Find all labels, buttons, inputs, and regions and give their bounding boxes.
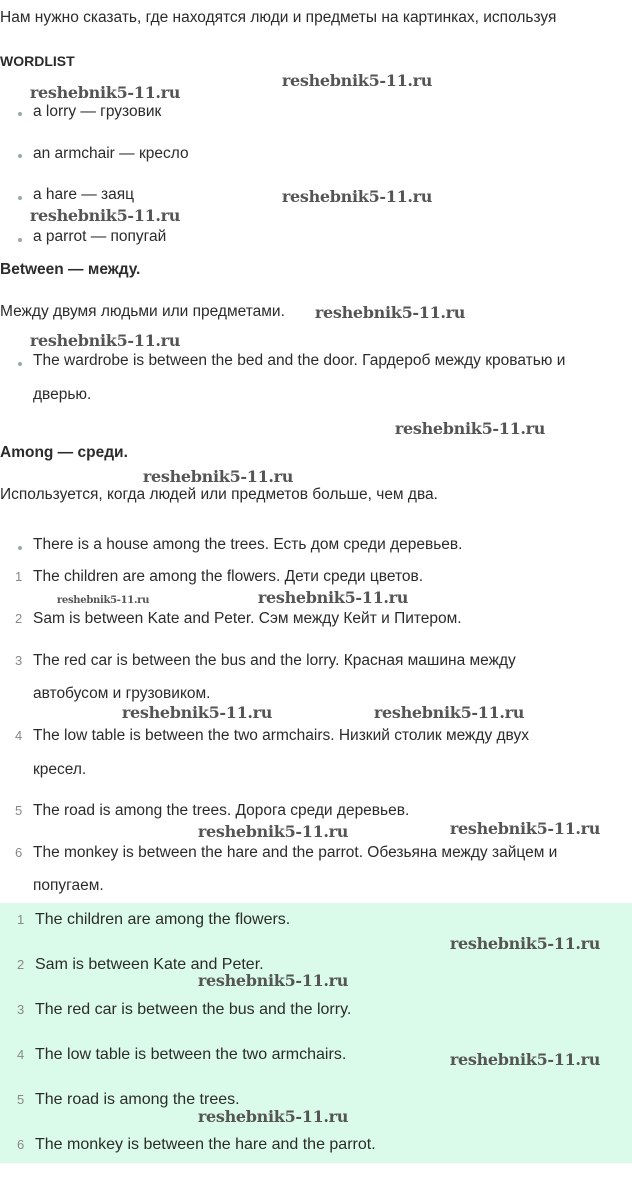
among-heading: Among — среди. <box>0 444 128 461</box>
watermark: reshebnik5-11.ru <box>197 1107 349 1126</box>
bullet <box>18 362 22 366</box>
watermark: reshebnik5-11.ru <box>449 819 601 838</box>
exercise-item-cont: кресел. <box>33 761 87 778</box>
answer-item: The red car is between the bus and the lorry. <box>35 1001 352 1018</box>
between-example: The wardrobe is between the bed and the door. Гардероб между кроватью и <box>33 352 566 369</box>
watermark: reshebnik5-11.ru <box>197 971 349 990</box>
item-number: 5 <box>15 803 23 818</box>
exercise-item-cont: автобусом и грузовиком. <box>33 685 211 702</box>
exercise-item: The red car is between the bus and the lorry. Красная машина между <box>33 652 516 669</box>
answer-item: The road is among the trees. <box>35 1091 240 1108</box>
exercise-item: Sam is between Kate and Peter. Сэм между Кейт и Питером. <box>33 610 462 627</box>
list-item: a lorry — грузовик <box>33 103 162 120</box>
answer-number: 5 <box>17 1092 25 1107</box>
among-desc: Используется, когда людей или предметов больше, чем два. <box>0 486 438 503</box>
exercise-item: The low table is between the two armchairs. Низкий столик между двух <box>33 727 529 744</box>
answer-number: 3 <box>17 1002 25 1017</box>
item-number: 3 <box>15 653 23 668</box>
bullet <box>18 154 22 158</box>
watermark: reshebnik5-11.ru <box>29 206 181 225</box>
answer-item: The low table is between the two armchairs. <box>35 1046 347 1063</box>
item-number: 2 <box>15 611 23 626</box>
watermark: reshebnik5-11.ru <box>449 934 601 953</box>
between-desc: Между двумя людьми или предметами. <box>0 303 285 320</box>
exercise-item: The children are among the flowers. Дети среди цветов. <box>33 568 424 585</box>
list-item: an armchair — кресло <box>33 145 189 162</box>
watermark: reshebnik5-11.ru <box>394 419 546 438</box>
between-example-cont: дверью. <box>33 386 92 403</box>
watermark: reshebnik5-11.ru <box>449 1050 601 1069</box>
watermark: reshebnik5-11.ru <box>257 588 409 607</box>
answer-item: The children are among the flowers. <box>35 911 291 928</box>
exercise-item: The monkey is between the hare and the parrot. Обезьяна между зайцем и <box>33 844 558 861</box>
watermark: reshebnik5-11.ru <box>121 703 273 722</box>
bullet <box>18 196 22 200</box>
exercise-item: The road is among the trees. Дорога среди деревьев. <box>33 802 410 819</box>
wordlist-heading: WORDLIST <box>0 53 75 69</box>
watermark: reshebnik5-11.ru <box>29 83 181 102</box>
answer-item: Sam is between Kate and Peter. <box>35 956 264 973</box>
item-number: 1 <box>15 569 23 584</box>
intro-text: Нам нужно сказать, где находятся люди и предметы на картинках, используя <box>0 9 557 26</box>
bullet <box>18 546 22 550</box>
watermark: reshebnik5-11.ru <box>197 822 349 841</box>
watermark: reshebnik5-11.ru <box>142 467 294 486</box>
watermark: reshebnik5-11.ru <box>281 71 433 90</box>
bullet <box>18 112 22 116</box>
watermark: reshebnik5-11.ru <box>56 595 150 606</box>
watermark: reshebnik5-11.ru <box>314 303 466 322</box>
answer-number: 2 <box>17 957 25 972</box>
watermark: reshebnik5-11.ru <box>29 331 181 350</box>
answer-number: 4 <box>17 1047 25 1062</box>
list-item: a parrot — попугай <box>33 228 167 245</box>
answer-number: 6 <box>17 1137 25 1152</box>
list-item: a hare — заяц <box>33 186 135 203</box>
item-number: 4 <box>15 728 23 743</box>
exercise-item-cont: попугаем. <box>33 877 104 894</box>
answer-item: The monkey is between the hare and the parrot. <box>35 1136 376 1153</box>
watermark: reshebnik5-11.ru <box>373 703 525 722</box>
item-number: 6 <box>15 845 23 860</box>
watermark: reshebnik5-11.ru <box>281 187 433 206</box>
bullet <box>18 238 22 242</box>
among-example: There is a house among the trees. Есть дом среди деревьев. <box>33 536 463 553</box>
between-heading: Between — между. <box>0 261 141 278</box>
answer-number: 1 <box>17 912 25 927</box>
